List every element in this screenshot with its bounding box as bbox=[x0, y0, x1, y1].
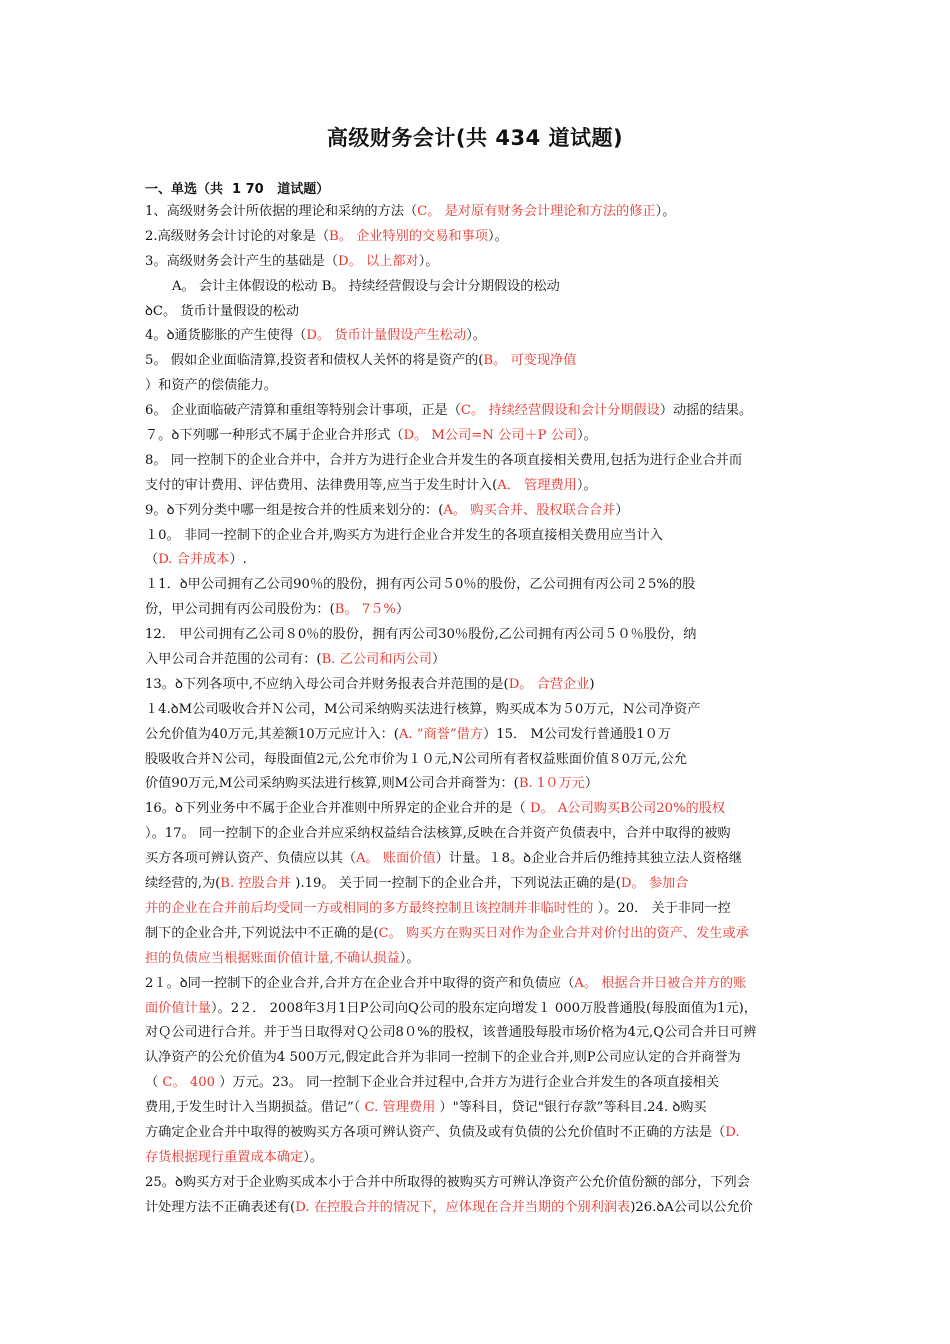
text-line bbox=[145, 424, 815, 449]
answer-text: B. 1０万元 bbox=[518, 776, 585, 792]
question-text: 股吸收合并Ｎ公司，每股面值2元,公允市价为１０元,N公司所有者权益账面价值８0万元,公允 bbox=[145, 751, 688, 767]
answer-text: A。 购买合并、股权联合合并 bbox=[443, 502, 616, 518]
section-heading: 一、单选（共 1 70 道试题） bbox=[145, 182, 330, 197]
text-line bbox=[145, 324, 815, 349]
text-line bbox=[145, 623, 815, 648]
document-title: 高级财务会计(共 434 道试题) bbox=[326, 126, 624, 150]
text-line bbox=[145, 374, 815, 399]
question-text: 12． 甲公司拥有乙公司８0％的股份，拥有丙公司30％股份,乙公司拥有丙公司５０％股份，纳 bbox=[145, 627, 697, 643]
answer-text: B. 控股合并 bbox=[220, 876, 292, 892]
question-text: ）动摇的结果。 bbox=[659, 403, 753, 419]
question-text: １0。 非同一控制下的企业合并,购买方为进行企业合并发生的各项直接相关费用应当计入 bbox=[145, 527, 663, 543]
answer-text: 存货根据现行重置成本确定 bbox=[145, 1149, 304, 1165]
question-body bbox=[145, 200, 815, 1221]
question-text: 买方各项可辨认资产、负债应以其（ bbox=[145, 851, 356, 867]
question-text: 13。ꝺ下列各项中,不应纳入母公司合并财务报表合并范围的是( bbox=[145, 676, 509, 692]
question-text: ）15． M公司发行普通股1０万 bbox=[483, 726, 671, 742]
text-line bbox=[145, 1196, 815, 1221]
question-text: 9。ꝺ下列分类中哪一组是按合并的性质来划分的：( bbox=[145, 502, 444, 518]
question-text: 16。ꝺ下列业务中不属于企业合并准则中所界定的企业合并的是（ bbox=[145, 801, 530, 817]
question-text: 2１。ꝺ同一控制下的企业合并,合并方在企业合并中取得的资产和负债应（ bbox=[145, 975, 575, 991]
question-text: 费用,于发生时计入当期损益。借记”（ bbox=[145, 1100, 365, 1116]
question-text: ）。20． 关于非同一控 bbox=[593, 900, 731, 916]
question-text: ）和资产的偿债能力。 bbox=[145, 378, 277, 394]
question-text: ）万元。23。 同一控制下企业合并过程中,合并方为进行企业合并发生的各项直接相关 bbox=[215, 1075, 720, 1091]
answer-text: D。 合营企业 bbox=[508, 676, 590, 692]
question-text: 25。ꝺ购买方对于企业购买成本小于合并中所取得的被购买方可辨认净资产公允价值份额的部分，下列会 bbox=[145, 1174, 750, 1190]
answer-text: D. 合并成本 bbox=[158, 552, 230, 568]
text-line bbox=[145, 698, 815, 723]
text-line bbox=[145, 947, 815, 972]
answer-text: C. 管理费用 bbox=[364, 1100, 436, 1116]
question-text: ）。 bbox=[418, 253, 439, 269]
question-text: 8。 同一控制下的企业合并中，合并方为进行企业合并发生的各项直接相关费用,包括为进行企业合并而 bbox=[145, 452, 743, 468]
text-line bbox=[145, 1121, 815, 1146]
answer-text: C。 购买方在购买日对作为企业合并对价付出的资产、发生或承 bbox=[378, 925, 749, 941]
question-text: ).19。 关于同一控制下的企业合并，下列说法正确的是( bbox=[291, 876, 621, 892]
question-text: 5。 假如企业面临清算,投资者和债权人关怀的将是资产的( bbox=[145, 353, 484, 369]
text-line bbox=[145, 349, 815, 374]
question-text: 对Ｑ公司进行合并。并于当日取得对Ｑ公司8０%的股权，该普通股每股市场价格为4元,Q公司合并日可辨 bbox=[145, 1025, 757, 1041]
question-text: ）。 bbox=[487, 228, 508, 244]
question-text: 1、高级财务会计所依据的理论和采纳的方法（ bbox=[145, 204, 418, 219]
question-text: ）。 bbox=[399, 950, 420, 966]
answer-text: D。 M公司=N 公司＋P 公司 bbox=[403, 428, 578, 444]
text-line bbox=[145, 499, 815, 524]
question-text: 制下的企业合并,下列说法中不正确的是( bbox=[145, 925, 379, 941]
text-line bbox=[145, 250, 815, 275]
question-text: ) bbox=[589, 676, 595, 692]
question-text: 份，甲公司拥有丙公司股份为：( bbox=[145, 602, 335, 618]
question-text: ）。 bbox=[576, 477, 597, 493]
question-text: 价值90万元,M公司采纳购买法进行核算,则M公司合并商誉为：( bbox=[145, 776, 519, 792]
text-line bbox=[145, 573, 815, 598]
text-line bbox=[145, 449, 815, 474]
answer-text: 并的企业在合并前后均受同一方或相同的多方最终控制且该控制并非临时性的 bbox=[145, 900, 594, 916]
question-text: 支付的审计费用、评估费用、法律费用等,应当于发生时计入( bbox=[145, 477, 498, 493]
answer-text: B。 企业特别的交易和事项 bbox=[329, 228, 488, 244]
answer-text: D. bbox=[725, 1124, 740, 1140]
text-line bbox=[145, 997, 815, 1022]
answer-text: C。 持续经营假设和会计分期假设 bbox=[460, 403, 660, 419]
text-line bbox=[145, 1046, 815, 1071]
text-line bbox=[145, 922, 815, 947]
question-text: ） bbox=[584, 776, 599, 792]
question-text: １1．ꝺ甲公司拥有乙公司90％的股份，拥有丙公司５0％的股份，乙公司拥有丙公司２5%的股 bbox=[145, 577, 696, 593]
answer-text: B. 乙公司和丙公司 bbox=[321, 652, 432, 668]
question-text: ）计量。１8。ꝺ企业合并后仍维持其独立法人资格继 bbox=[435, 851, 743, 867]
question-text: 6。 企业面临破产清算和重组等特别会计事项，正是（ bbox=[145, 403, 461, 419]
question-text: 4。ꝺ通货膨胀的产生使得（ bbox=[145, 328, 307, 344]
text-line bbox=[145, 1096, 815, 1121]
text-line bbox=[145, 300, 815, 325]
answer-text: 面价值计量 bbox=[145, 1000, 211, 1016]
answer-text: D。 货币计量假设产生松动 bbox=[306, 328, 467, 344]
text-line bbox=[145, 972, 815, 997]
question-text: 3。高级财务会计产生的基础是（ bbox=[145, 253, 339, 269]
question-text: ） bbox=[431, 652, 446, 668]
text-line bbox=[145, 1146, 815, 1171]
text-line bbox=[145, 598, 815, 623]
question-text: ）. bbox=[229, 552, 247, 568]
text-line bbox=[145, 1071, 815, 1096]
answer-text: A. ”商誉”借方 bbox=[398, 726, 484, 742]
text-line bbox=[145, 1171, 815, 1196]
question-text: ）。 bbox=[466, 328, 486, 344]
question-text: 认净资产的公允价值为4 500万元,假定此合并为非同一控制下的企业合并,则P公司应认定的合并商誉为 bbox=[145, 1050, 741, 1066]
question-text: 计处理方法不正确表述有( bbox=[145, 1199, 296, 1215]
text-line bbox=[145, 524, 815, 549]
text-line bbox=[145, 648, 815, 673]
question-text: ） bbox=[615, 502, 629, 518]
question-text: ）"等科目，贷记"银行存款”等科目.24. ꝺ购买 bbox=[435, 1100, 707, 1116]
question-text: （ bbox=[145, 552, 159, 568]
question-text: ）。17。 同一控制下的企业合并应采纳权益结合法核算,反映在合并资产负债表中，合并中取得的被购 bbox=[145, 826, 731, 842]
text-line bbox=[145, 897, 815, 922]
answer-text: B。 可变现净值 bbox=[483, 353, 577, 369]
answer-text: C。 是对原有财务会计理论和方法的修正 bbox=[417, 204, 656, 219]
text-line bbox=[145, 748, 815, 773]
question-text: 入甲公司合并范围的公司有：( bbox=[145, 652, 322, 668]
answer-text: 担的负债应当根据账面价值计量,不确认损益 bbox=[145, 950, 400, 966]
text-line bbox=[145, 474, 815, 499]
question-text: A。 会计主体假设的松动 B。 持续经营假设与会计分期假设的松动 bbox=[172, 278, 560, 294]
question-text: ）。 bbox=[655, 204, 676, 219]
text-line bbox=[145, 822, 815, 847]
question-text: ꝺC。 货币计量假设的松动 bbox=[145, 303, 300, 319]
text-line bbox=[145, 275, 815, 300]
question-text: 方确定企业合并中取得的被购买方各项可辨认资产、负债及或有负债的公允价值时不正确的方法是（ bbox=[145, 1124, 726, 1140]
question-text: ） bbox=[395, 602, 410, 618]
question-text: ）。 bbox=[577, 428, 597, 444]
answer-text: D。 参加合 bbox=[620, 876, 689, 892]
question-text: 公允价值为40万元,其差额10万元应计入：( bbox=[145, 726, 399, 742]
text-line bbox=[145, 548, 815, 573]
answer-text: C。 400 bbox=[162, 1075, 216, 1091]
answer-text: A。 根据合并日被合并方的账 bbox=[574, 975, 747, 991]
answer-text: D。 以上都对 bbox=[338, 253, 419, 269]
question-text: )26.ꝺA公司以公允价 bbox=[630, 1199, 753, 1215]
answer-text: B。 7５% bbox=[334, 602, 396, 618]
question-text: 2.高级财务会计讨论的对象是（ bbox=[145, 228, 330, 244]
text-line bbox=[145, 772, 815, 797]
text-line bbox=[145, 200, 815, 225]
text-line bbox=[145, 847, 815, 872]
question-text: １4.ꝺM公司吸收合并Ｎ公司，M公司采纳购买法进行核算，购买成本为５0万元，N公司净资产 bbox=[145, 701, 701, 717]
answer-text: A。 账面价值 bbox=[356, 851, 436, 867]
answer-text: D。 A公司购买B公司20%的股权 bbox=[529, 801, 726, 817]
text-line bbox=[145, 399, 815, 424]
text-line bbox=[145, 225, 815, 250]
question-text: ）。 bbox=[303, 1149, 324, 1165]
question-text: ７。ꝺ下列哪一种形式不属于企业合并形式（ bbox=[145, 428, 404, 444]
text-line bbox=[145, 1021, 815, 1046]
question-text: ）。2２． 2008年3月1日P公司向Q公司的股东定向增发１ 000万股普通股(每股面值为1元)， bbox=[210, 1000, 757, 1016]
answer-text: A． 管理费用 bbox=[497, 477, 577, 493]
text-line bbox=[145, 872, 815, 897]
text-line bbox=[145, 797, 815, 822]
question-text: 续经营的,为( bbox=[145, 876, 221, 892]
question-text: （ bbox=[145, 1075, 163, 1091]
text-line bbox=[145, 723, 815, 748]
text-line bbox=[145, 673, 815, 698]
answer-text: D. 在控股合并的情况下，应体现在合并当期的个别利润表 bbox=[295, 1199, 631, 1215]
